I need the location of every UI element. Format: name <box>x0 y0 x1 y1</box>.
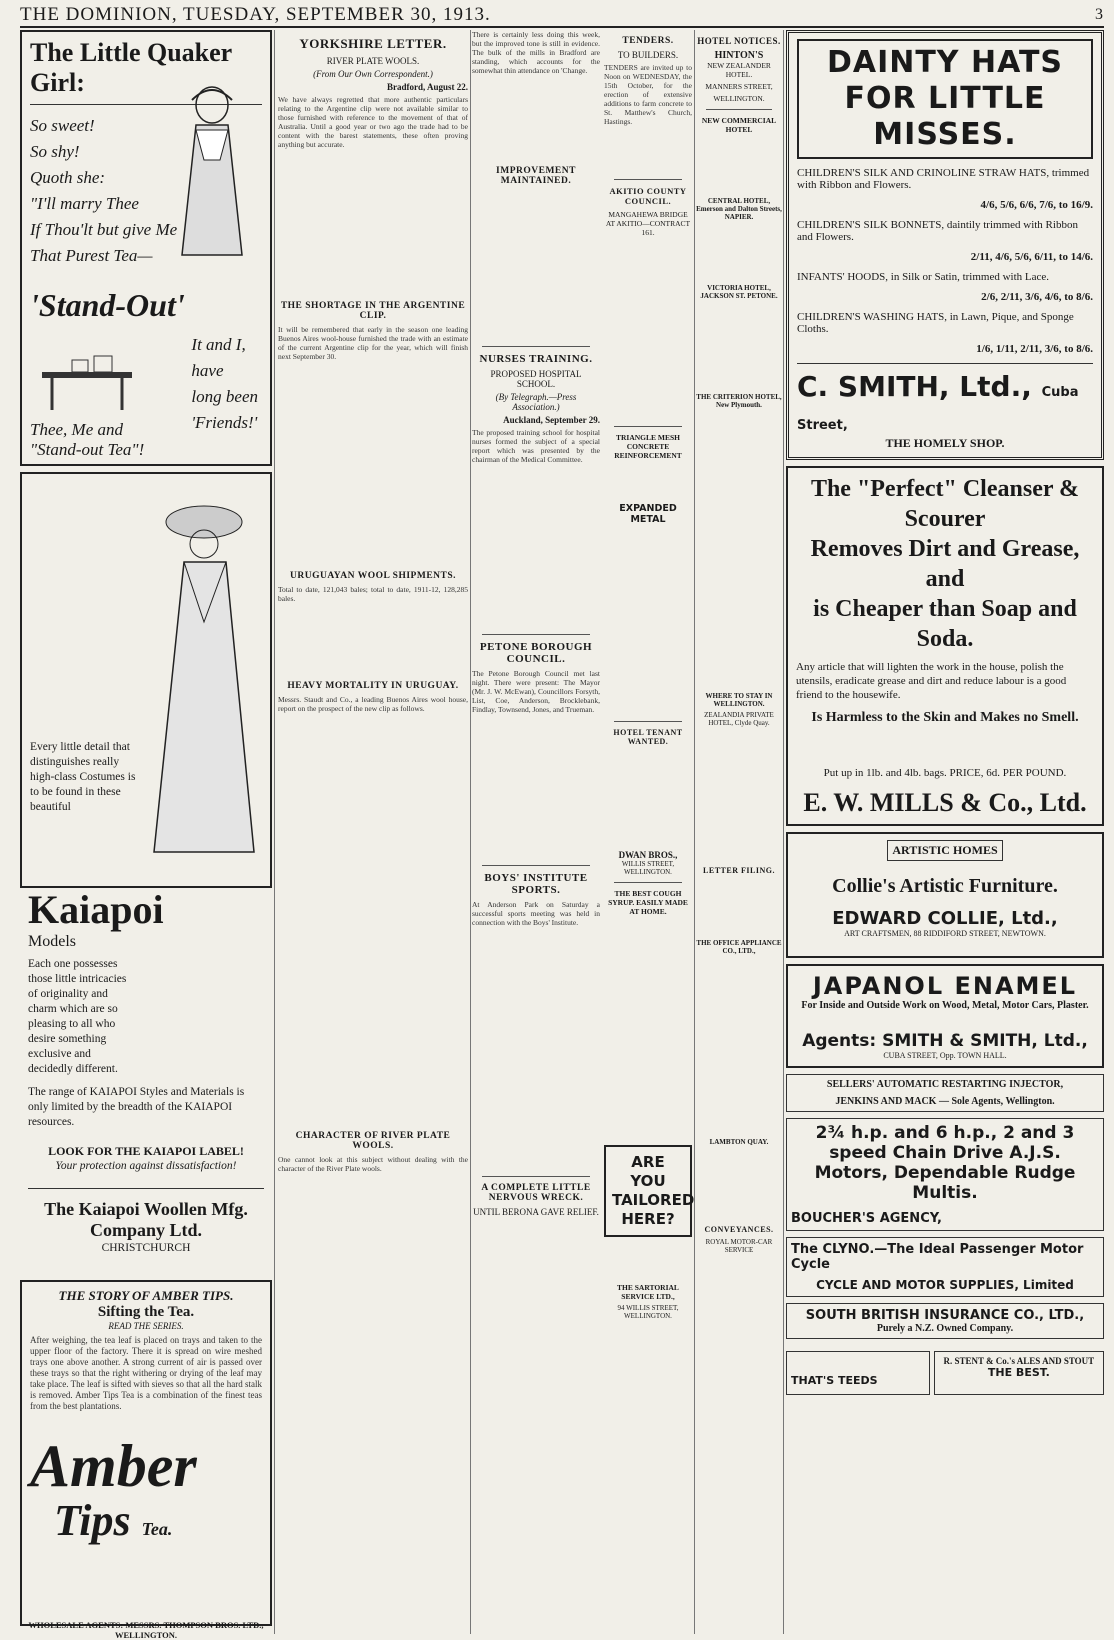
where-to-stay: WHERE TO STAY IN WELLINGTON. <box>705 692 773 708</box>
dainty-headline: DAINTY HATS FOR LITTLE MISSES. <box>797 39 1093 159</box>
dainty-hats-ad <box>786 30 1104 460</box>
nervous-heading: A COMPLETE LITTLE NERVOUS WRECK. <box>481 1183 591 1203</box>
article-paragraph: There is certainly less doing this week, but the improved tone is still in evidence. The bulk of the mills in Bradford are standing, which accounts for the somewhat thin attendance on 'Change. <box>472 30 600 75</box>
cleanser-price: Put up in 1lb. and 4lb. bags. PRICE, 6d. PER POUND. <box>823 767 1067 779</box>
smith-name: C. SMITH, Ltd., <box>797 370 1032 403</box>
kaiapoi-intro: Every little detail that distinguishes really high-class Costumes is to be found in these beautiful <box>30 741 136 813</box>
tender-notice: TENDERS are invited up to Noon on WEDNESDAY, the 15th October, for the erection of extensive additions to farm concrete to St. Matthew's Church, Hastings. <box>604 63 692 126</box>
amber-brand-word: Amber <box>30 1433 197 1499</box>
akitio-heading: AKITIO COUNTY COUNCIL. <box>609 186 687 206</box>
hospital-sub: PROPOSED HOSPITAL SCHOOL. <box>490 369 582 389</box>
press-sub: (By Telegraph.—Press Association.) <box>495 392 577 412</box>
collie-headline: Collie's Artistic Furniture. <box>832 875 1058 897</box>
sartorial-address: 94 WILLIS STREET, WELLINGTON. <box>617 1304 679 1320</box>
article-paragraph: One cannot look at this subject without dealing with the character of the River Plate wools. <box>278 1155 468 1173</box>
victoria-hotel: VICTORIA HOTEL, JACKSON ST. PETONE. <box>700 284 778 300</box>
japanol-ad <box>786 964 1104 1068</box>
cleanser-line: is Cheaper than Soap and Soda. <box>813 596 1077 652</box>
commercial-hotel: NEW COMMERCIAL HOTEL <box>701 116 777 134</box>
cycle-supplies: CYCLE AND MOTOR SUPPLIES, Limited <box>816 1278 1074 1292</box>
royal-motor: ROYAL MOTOR-CAR SERVICE <box>705 1238 773 1254</box>
article-paragraph: At Anderson Park on Saturday a successful sports meeting was held in connection with the Boys' Institute. <box>472 900 600 927</box>
yorkshire-heading: YORKSHIRE LETTER. <box>299 36 447 51</box>
quaker-line: So shy! <box>30 142 80 161</box>
tailored-ad <box>604 1145 695 1237</box>
amber-agents: WHOLESALE AGENTS: MESSRS. THOMPSON BROS. LTD., WELLINGTON. <box>28 1620 264 1640</box>
dwan-bros: DWAN BROS., <box>618 850 678 860</box>
manners-st: MANNERS STREET, <box>705 82 773 91</box>
ad-item: CHILDREN'S SILK BONNETS, daintily trimmed with Ribbon and Flowers. <box>797 219 1078 243</box>
quaker-side-line: have <box>191 361 224 380</box>
boucher-agency: BOUCHER'S AGENCY, <box>791 1211 942 1226</box>
quaker-line: "I'll marry Thee <box>30 194 139 213</box>
cough-heading: THE BEST COUGH SYRUP. EASILY MADE AT HOME. <box>608 889 688 916</box>
jenkins-mack: JENKINS AND MACK — Sole Agents, Wellington. <box>835 1096 1055 1107</box>
amber-story: THE STORY OF AMBER TIPS. <box>58 1288 234 1303</box>
column-yorkshire-letter <box>278 30 468 1634</box>
collie-ad <box>786 832 1104 958</box>
criterion-hotel: THE CRITERION HOTEL, New Plymouth. <box>696 393 782 409</box>
japanol-headline: JAPANOL ENAMEL <box>812 972 1078 1000</box>
conveyances: CONVEYANCES. <box>704 1225 774 1234</box>
character-heading: CHARACTER OF RIVER PLATE WOOLS. <box>295 1131 451 1151</box>
sbi-headline: SOUTH BRITISH INSURANCE CO., LTD., <box>805 1308 1085 1323</box>
amber-brand-word2: Tips <box>54 1496 131 1545</box>
wellington: WELLINGTON. <box>713 94 765 103</box>
quaker-girl-ad <box>20 30 272 466</box>
quaker-foot: "Stand-out Tea"! <box>30 440 145 459</box>
triangle-heading: TRIANGLE MESH CONCRETE REINFORCEMENT <box>614 433 682 460</box>
edward-collie: EDWARD COLLIE, Ltd., <box>832 908 1058 929</box>
kaiapoi-range: The range of KAIAPOI Styles and Materials is only limited by the breadth of the KAIAPOI resources. <box>28 1086 245 1128</box>
cleanser-ad <box>786 466 1104 826</box>
teeds-ad <box>786 1351 930 1395</box>
amber-tea: Tea. <box>141 1519 173 1539</box>
ajs-ad <box>786 1118 1104 1231</box>
kaiapoi-copy: Each one possesses those little intricacies of originality and charm which are so pleasing to all who desire something exclusive and decidedly different. <box>28 958 127 1075</box>
quaker-girl-illustration <box>162 80 262 260</box>
kaiapoi-city: CHRISTCHURCH <box>101 1242 191 1254</box>
sellers-headline: SELLERS' AUTOMATIC RESTARTING INJECTOR, <box>826 1079 1064 1090</box>
expanded-metal: EXPANDED METAL <box>619 503 677 525</box>
mortality-heading: HEAVY MORTALITY IN URUGUAY. <box>287 681 459 691</box>
column-left-ads <box>20 30 272 1640</box>
central-hotel: CENTRAL HOTEL, Emerson and Dalton Streets, NAPIER. <box>696 197 782 221</box>
quaker-line: Quoth she: <box>30 168 106 187</box>
nurses-heading: NURSES TRAINING. <box>479 353 593 365</box>
agents-name: Agents: SMITH & SMITH, Ltd., <box>802 1031 1088 1051</box>
tailored-question: ARE YOU TAILORED HERE? <box>612 1153 695 1228</box>
dateline: Auckland, September 29. <box>503 415 600 425</box>
quaker-foot: Thee, Me and <box>30 420 124 439</box>
quaker-side-line: It and I, <box>191 335 246 354</box>
amber-body: After weighing, the tea leaf is placed on trays and taken to the upper floor of the factory. There it is spread on wire meshed trays one above another. A strong current of air is passed over these trays so that the right withering or drying of the leaf may take place. The leaf is sifted with sieves so that all the hard stalk is removed. Amber Tips Tea is a combination of the finest teas from the best plantations. <box>30 1335 262 1411</box>
sbi-sub: Purely a N.Z. Owned Company. <box>876 1323 1014 1334</box>
article-paragraph: The proposed training school for hospital nurses formed the subject of a special report which was presented by the chairman of the Medical Committee. <box>472 428 600 464</box>
ad-item: CHILDREN'S WASHING HATS, in Lawn, Pique, and Sponge Cloths. <box>797 311 1074 335</box>
correspondent: (From Our Own Correspondent.) <box>313 69 433 79</box>
quaker-side-line: long been <box>191 387 258 406</box>
kaiapoi-brand: Kaiapoi <box>28 887 164 932</box>
tenders-heading: TENDERS. <box>622 36 674 46</box>
agents-sub: CUBA STREET, Opp. TOWN HALL. <box>883 1051 1007 1060</box>
kaiapoi-company: The Kaiapoi Woollen Mfg. Company Ltd. <box>28 1188 264 1241</box>
sbi-ad <box>786 1303 1104 1339</box>
stent-headline: R. STENT & Co.'s ALES AND STOUT <box>943 1356 1095 1366</box>
ad-item: INFANTS' HOODS, in Silk or Satin, trimmed with Lace. <box>797 271 1050 283</box>
smith-street: Cuba Street, <box>797 385 1079 433</box>
amber-brand <box>30 1432 262 1501</box>
tea-table-illustration <box>32 342 142 412</box>
column-right-ads <box>786 30 1104 1634</box>
clyno-ad <box>786 1237 1104 1297</box>
article-paragraph: Total to date, 121,043 bales; total to date, 1911-12, 128,285 bales. <box>278 585 468 603</box>
article-paragraph: Messrs. Staudt and Co., a leading Buenos Aires wool house, report on the prospect of the new clip as follows. <box>278 695 468 713</box>
article-paragraph: The Petone Borough Council met last night. There were present: The Mayor (Mr. J. W. McEwan), Councillors Forsyth, List, Coe, Anderson, Brocklebank, Findlay, Townsend, Jones, and Trueman. <box>472 669 600 714</box>
page-number: 3 <box>1095 6 1104 23</box>
amber-tips-ad <box>20 1280 272 1626</box>
mills-name: E. W. MILLS & Co., Ltd. <box>803 788 1087 817</box>
petone-heading: PETONE BOROUGH COUNCIL. <box>479 641 593 665</box>
tenant-heading: HOTEL TENANT WANTED. <box>613 728 683 746</box>
mangaohewa-sub: MANGAHEWA BRIDGE AT AKITIO—CONTRACT 161. <box>605 210 691 237</box>
edward-sub: ART CRAFTSMEN, 88 RIDDIFORD STREET, NEWTOWN. <box>844 929 1046 938</box>
amber-series: READ THE SERIES. <box>108 1321 184 1331</box>
column-news <box>472 30 600 1634</box>
ad-price: 4/6, 5/6, 6/6, 7/6, to 16/9. <box>980 199 1093 211</box>
cleanser-line: Removes Dirt and Grease, and <box>810 536 1080 592</box>
homely-shop: THE HOMELY SHOP. <box>885 436 1005 450</box>
ajs-headline: 2¾ h.p. and 6 h.p., 2 and 3 speed Chain Drive A.J.S. Motors, Dependable Rudge Multis. <box>814 1123 1076 1203</box>
quaker-line: So sweet! <box>30 116 95 135</box>
boys-heading: BOYS' INSTITUTE SPORTS. <box>484 872 588 896</box>
zealandia-hotel: ZEALANDIA PRIVATE HOTEL, Clyde Quay. <box>704 711 774 727</box>
sellers-ad <box>786 1074 1104 1112</box>
improvement-heading: IMPROVEMENT MAINTAINED. <box>496 166 576 186</box>
shortage-heading: THE SHORTAGE IN THE ARGENTINE CLIP. <box>280 301 466 321</box>
kaiapoi-label: LOOK FOR THE KAIAPOI LABEL! <box>48 1144 244 1158</box>
costume-lady-illustration <box>134 482 264 862</box>
column-tenders-final <box>604 30 695 1634</box>
column-hotel-notices <box>696 30 782 1634</box>
uruguayan-heading: URUGUAYAN WOOL SHIPMENTS. <box>289 571 457 581</box>
stent-best: THE BEST. <box>987 1366 1050 1379</box>
masthead-title: THE DOMINION, TUESDAY, SEPTEMBER 30, 1913. <box>20 4 491 25</box>
builders-sub: TO BUILDERS. <box>617 50 679 60</box>
clyno-headline: The CLYNO.—The Ideal Passenger Motor Cycle <box>791 1242 1084 1272</box>
lambton-quay: LAMBTON QUAY. <box>709 1138 769 1146</box>
hotel-heading: HOTEL NOTICES. <box>697 36 781 46</box>
column-rule <box>470 30 471 1634</box>
quaker-line: If Thou'lt but give Me <box>30 220 178 239</box>
kaiapoi-ad <box>20 472 272 888</box>
nz-hotel: NEW ZEALANDER HOTEL. <box>707 61 771 79</box>
hintons: HINTON'S <box>714 50 764 61</box>
letter-filing: LETTER FILING. <box>703 866 775 875</box>
japanol-sub: For Inside and Outside Work on Wood, Metal, Motor Cars, Plaster. <box>801 1000 1089 1011</box>
ad-price: 2/11, 4/6, 5/6, 6/11, to 14/6. <box>970 251 1093 263</box>
dateline: Bradford, August 22. <box>386 82 468 92</box>
sartorial-name: THE SARTORIAL SERVICE LTD., <box>617 1283 679 1301</box>
ad-price: 1/6, 1/11, 2/11, 3/6, to 8/6. <box>976 343 1093 355</box>
standout-slogan: 'Stand-Out' <box>30 287 185 323</box>
ad-price: 2/6, 2/11, 3/6, 4/6, to 8/6. <box>981 291 1093 303</box>
quaker-title: The Little Quaker Girl: <box>30 38 262 105</box>
teeds-slogan: THAT'S TEEDS <box>791 1374 878 1387</box>
quaker-side-line: 'Friends!' <box>191 413 258 432</box>
cleanser-harmless: Is Harmless to the Skin and Makes no Smell. <box>811 710 1079 725</box>
stent-ad <box>934 1351 1104 1395</box>
kaiapoi-label-sub: Your protection against dissatisfaction! <box>55 1160 237 1172</box>
ad-item: CHILDREN'S SILK AND CRINOLINE STRAW HATS, trimmed with Ribbon and Flowers. <box>797 167 1090 191</box>
dwan-address: WILLIS STREET, WELLINGTON. <box>621 860 675 876</box>
quaker-line: That Purest Tea— <box>30 246 153 265</box>
cleanser-body: Any article that will lighten the work in the house, polish the utensils, eradicate grease and dirt and reduce labour is a good friend to the housewife. <box>796 661 1067 701</box>
cleanser-line: The "Perfect" Cleanser & Scourer <box>810 476 1080 532</box>
office-appliance: THE OFFICE APPLIANCE CO., LTD., <box>696 939 782 955</box>
river-plate-sub: RIVER PLATE WOOLS. <box>326 56 420 66</box>
column-rule <box>274 30 275 1634</box>
artistic-homes: ARTISTIC HOMES <box>887 840 1003 861</box>
article-paragraph: We have always regretted that more authentic particulars relating to the Argentine clip were not available similar to those furnished with reference to the movement of that of Australia. Until a good year or two ago the trade had to be content with the barest statements, these often proving anything but accurate. <box>278 95 468 149</box>
kaiapoi-models: Models <box>28 933 76 950</box>
amber-sifting: Sifting the Tea. <box>97 1304 195 1320</box>
article-paragraph: It will be remembered that early in the season one leading Buenos Aires wool-house furnished the trade with an estimate of the current Argentine clip for the year, which will finish next September 30. <box>278 325 468 361</box>
nervous-sub: UNTIL BERONA GAVE RELIEF. <box>473 1207 599 1217</box>
masthead <box>20 4 1104 28</box>
